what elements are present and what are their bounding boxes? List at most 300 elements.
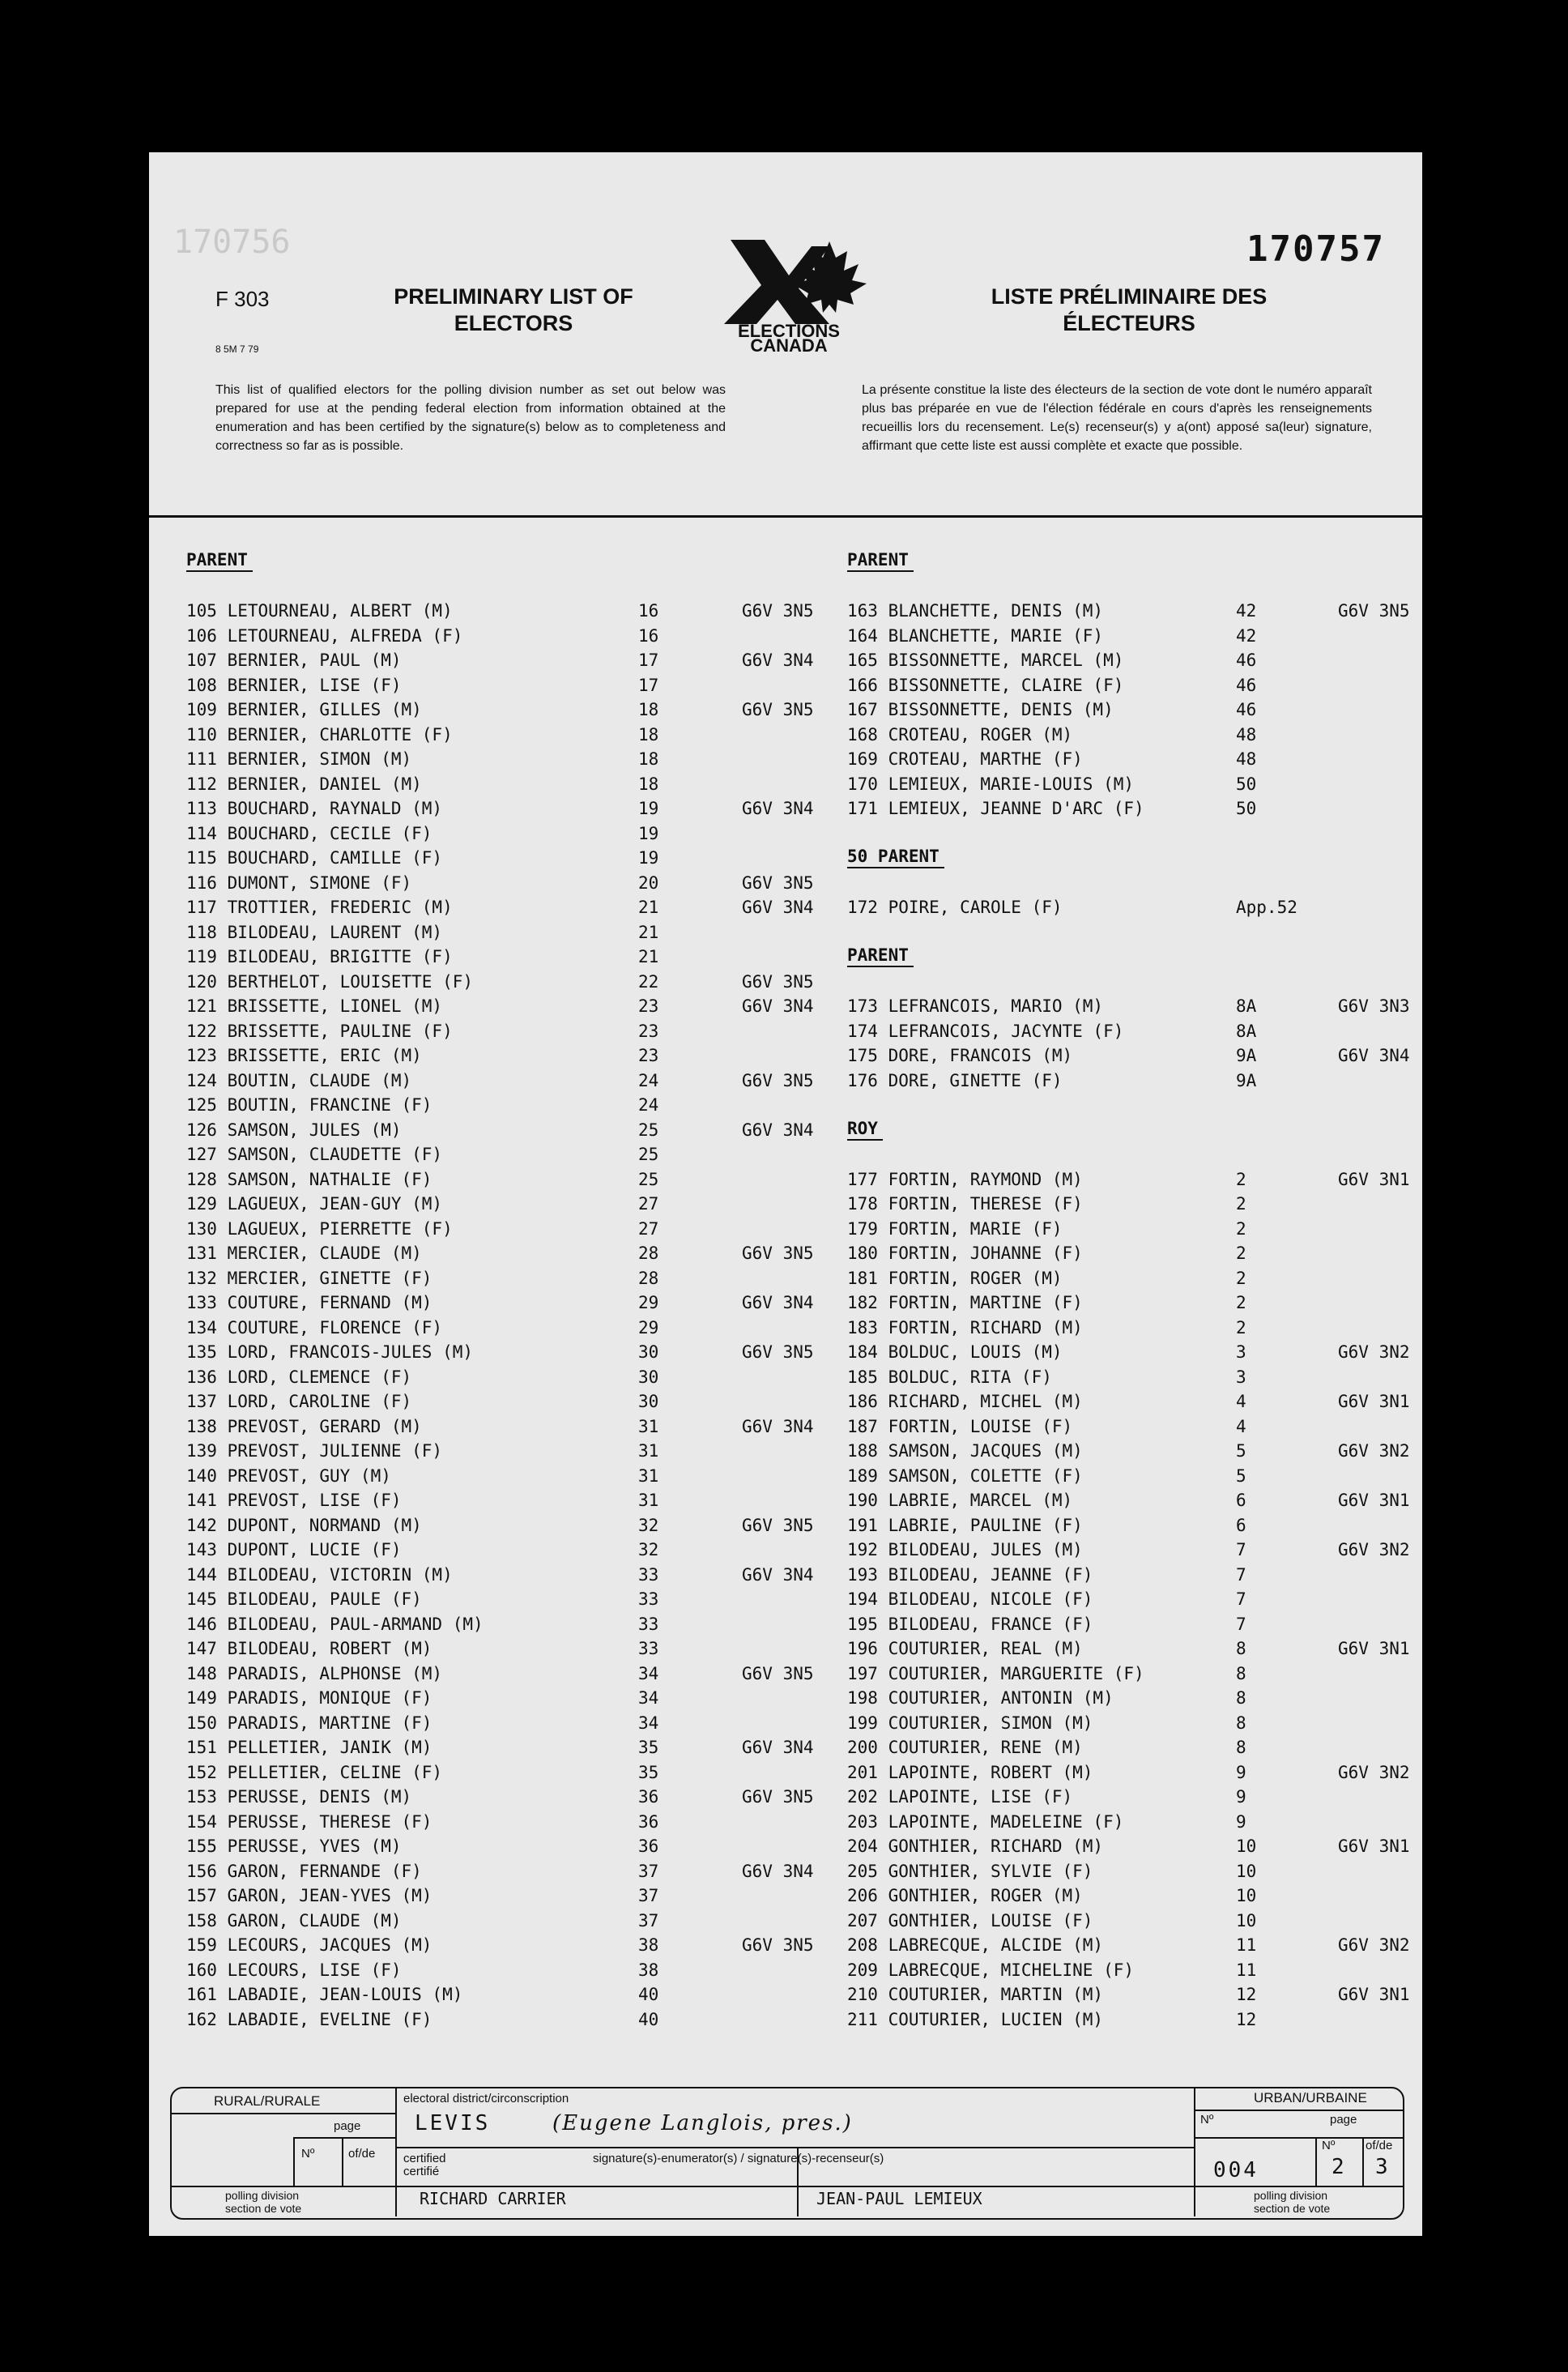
postal-code: G6V 3N4	[742, 1564, 814, 1585]
elector-name: 166 BISSONNETTE, CLAIRE (F)	[847, 675, 1124, 695]
elector-row	[847, 1711, 1414, 1736]
elector-row	[186, 1217, 802, 1242]
elector-row	[847, 1389, 1414, 1414]
civic-number: 23	[638, 1021, 659, 1041]
elector-row	[186, 895, 814, 920]
handwritten-note: (Eugene Langlois, pres.)	[552, 2111, 853, 2135]
elector-name: 145 BILODEAU, PAULE (F)	[186, 1589, 422, 1609]
elector-name: 197 COUTURIER, MARGUERITE (F)	[847, 1663, 1144, 1683]
civic-number: 17	[638, 651, 659, 670]
civic-number: 19	[638, 848, 659, 868]
elector-row	[186, 994, 814, 1019]
postal-code: G6V 3N1	[1338, 1985, 1410, 2004]
elector-row	[186, 1266, 802, 1291]
civic-number: 34	[638, 1688, 659, 1708]
elector-name: 142 DUPONT, NORMAND (M)	[186, 1515, 422, 1535]
divider	[293, 2137, 295, 2186]
civic-number: 30	[638, 1392, 659, 1411]
divider	[395, 2088, 397, 2216]
civic-number: 36	[638, 1811, 659, 1832]
elector-row	[847, 1686, 1414, 1711]
civic-number: 21	[638, 898, 659, 917]
civic-number: 35	[638, 1738, 659, 1757]
elector-name: 160 LECOURS, LISE (F)	[186, 1960, 402, 1980]
civic-number: 9	[1236, 1787, 1246, 1807]
elector-name: 169 CROTEAU, MARTHE (F)	[847, 749, 1083, 769]
postal-code: G6V 3N4	[742, 1120, 814, 1140]
elector-name: 127 SAMSON, CLAUDETTE (F)	[186, 1145, 443, 1164]
elector-row	[847, 1043, 1414, 1069]
street-heading	[847, 846, 1414, 871]
district-label: electoral district/circonscription	[403, 2092, 569, 2105]
civic-number: 8A	[1236, 996, 1257, 1016]
civic-number: 31	[638, 1465, 659, 1486]
divider	[397, 2147, 1194, 2148]
elector-row	[847, 1884, 1414, 1909]
postal-code: G6V 3N4	[742, 1861, 814, 1881]
svg-text:ELECTIONS: ELECTIONS	[738, 321, 840, 341]
street-name: PARENT	[847, 549, 914, 572]
elector-name: 189 SAMSON, COLETTE (F)	[847, 1465, 1083, 1486]
elector-row	[186, 1241, 814, 1266]
elector-row	[186, 1612, 802, 1637]
elector-row	[186, 945, 802, 970]
civic-number: 30	[638, 1342, 659, 1362]
civic-number: 5	[1236, 1441, 1246, 1461]
civic-number: 8	[1236, 1688, 1246, 1708]
civic-number: 34	[638, 1663, 659, 1683]
elector-row	[847, 673, 1414, 698]
civic-number: 9A	[1236, 1070, 1257, 1090]
civic-number: 7	[1236, 1564, 1246, 1585]
civic-number: 9	[1236, 1762, 1246, 1782]
postal-code: G6V 3N5	[742, 1070, 814, 1090]
postal-code: G6V 3N5	[742, 971, 814, 992]
urban-page-of-label: of/de	[1366, 2139, 1393, 2152]
elector-name: 202 LAPOINTE, LISE (F)	[847, 1787, 1073, 1807]
elector-name: 196 COUTURIER, REAL (M)	[847, 1639, 1083, 1658]
civic-number: 27	[638, 1218, 659, 1239]
civic-number: 50	[1236, 774, 1257, 794]
civic-number: 19	[638, 799, 659, 818]
elector-row	[847, 895, 1414, 920]
elector-row	[186, 1439, 802, 1464]
divider	[172, 2113, 395, 2114]
civic-number: 46	[1236, 700, 1257, 719]
elector-row	[847, 648, 1414, 673]
elector-row	[847, 1019, 1414, 1044]
elector-row	[186, 1069, 814, 1094]
civic-number: 28	[638, 1244, 659, 1263]
civic-number: 10	[1236, 1837, 1257, 1856]
elector-row	[186, 1414, 814, 1440]
elector-row	[186, 920, 802, 945]
district-value: LEVIS	[415, 2111, 491, 2135]
elector-row	[847, 1859, 1414, 1884]
elector-row	[847, 1291, 1414, 1316]
elector-row	[186, 1785, 814, 1810]
civic-number: 24	[638, 1070, 659, 1090]
form-print-code: 8 5M 7 79	[215, 343, 259, 355]
elector-name: 203 LAPOINTE, MADELEINE (F)	[847, 1811, 1124, 1832]
elector-name: 112 BERNIER, DANIEL (M)	[186, 774, 422, 794]
elector-name: 187 FORTIN, LOUISE (F)	[847, 1416, 1073, 1436]
elector-name: 208 LABRECQUE, ALCIDE (M)	[847, 1935, 1104, 1955]
elector-row	[186, 1389, 802, 1414]
elector-row	[847, 994, 1414, 1019]
civic-number: 32	[638, 1515, 659, 1535]
civic-number: 38	[638, 1935, 659, 1955]
elector-name: 137 LORD, CAROLINE (F)	[186, 1392, 412, 1411]
elector-name: 121 BRISSETTE, LIONEL (M)	[186, 996, 443, 1016]
postal-code: G6V 3N1	[1338, 1392, 1410, 1411]
postal-code: G6V 3N2	[1338, 1342, 1410, 1362]
street-heading	[186, 549, 802, 574]
elector-name: 128 SAMSON, NATHALIE (F)	[186, 1169, 432, 1189]
civic-number: 35	[638, 1762, 659, 1782]
elector-name: 205 GONTHIER, SYLVIE (F)	[847, 1861, 1093, 1881]
civic-number: 3	[1236, 1342, 1246, 1362]
urban-polling-division-label: polling division	[1254, 2189, 1328, 2202]
civic-number: 18	[638, 749, 659, 769]
civic-number: 17	[638, 675, 659, 695]
elector-name: 173 LEFRANCOIS, MARIO (M)	[847, 996, 1104, 1016]
civic-number: 2	[1236, 1293, 1246, 1312]
civic-number: 34	[638, 1713, 659, 1733]
civic-number: 8	[1236, 1738, 1246, 1757]
elector-row	[186, 599, 814, 624]
civic-number: 31	[638, 1441, 659, 1461]
elector-row	[186, 1563, 814, 1588]
elector-name: 141 PREVOST, LISE (F)	[186, 1491, 402, 1510]
elector-name: 123 BRISSETTE, ERIC (M)	[186, 1046, 422, 1065]
divider	[1195, 2110, 1403, 2111]
street-name: PARENT	[847, 945, 914, 967]
elector-name: 201 LAPOINTE, ROBERT (M)	[847, 1762, 1093, 1782]
elector-row	[186, 1686, 802, 1711]
certified-label: certified	[403, 2152, 446, 2165]
elector-name: 124 BOUTIN, CLAUDE (M)	[186, 1070, 412, 1090]
civic-number: 48	[1236, 724, 1257, 744]
civic-number: 25	[638, 1145, 659, 1164]
civic-number: 22	[638, 971, 659, 992]
postal-code: G6V 3N5	[742, 1244, 814, 1263]
elector-name: 206 GONTHIER, ROGER (M)	[847, 1886, 1083, 1905]
elector-row	[186, 1735, 814, 1760]
intro-text-english: This list of qualified electors for the polling division number as set out below was prepared for use at the pending federal election from information obtained at the enumeration and has been certified by the signature(s) below as to completeness and correctness so far as is possible.	[215, 383, 726, 453]
elector-name: 162 LABADIE, EVELINE (F)	[186, 2009, 432, 2029]
svg-text:CANADA: CANADA	[750, 335, 828, 353]
elector-name: 144 BILODEAU, VICTORIN (M)	[186, 1564, 453, 1585]
postal-code: G6V 3N1	[1338, 1837, 1410, 1856]
civic-number: 29	[638, 1317, 659, 1337]
signature-label: signature(s)-enumerator(s) / signature(s)-recenseur(s)	[593, 2152, 884, 2165]
divider	[1315, 2137, 1317, 2186]
civic-number: 12	[1236, 2009, 1257, 2029]
postal-code: G6V 3N2	[1338, 1540, 1410, 1559]
civic-number: 23	[638, 1046, 659, 1065]
civic-number: 19	[638, 823, 659, 843]
elector-name: 165 BISSONNETTE, MARCEL (M)	[847, 651, 1124, 670]
polling-division-number: 004	[1213, 2158, 1259, 2182]
elector-name: 176 DORE, GINETTE (F)	[847, 1070, 1063, 1090]
urban-section-vote-label: section de vote	[1254, 2202, 1331, 2215]
postal-code: G6V 3N2	[1338, 1441, 1410, 1461]
elector-row	[186, 1464, 802, 1489]
urban-label: URBAN/URBAINE	[1254, 2090, 1367, 2105]
elector-row	[186, 1760, 802, 1785]
urban-page-label: page	[1330, 2113, 1357, 2127]
civic-number: 33	[638, 1614, 659, 1634]
elector-row	[186, 1142, 802, 1167]
elector-row	[186, 1909, 802, 1934]
elector-row	[186, 1167, 802, 1192]
civic-number: 3	[1236, 1367, 1246, 1387]
elector-name: 117 TROTTIER, FREDERIC (M)	[186, 898, 453, 917]
divider	[172, 2186, 1403, 2187]
street-name: PARENT	[186, 549, 253, 572]
civic-number: 25	[638, 1169, 659, 1189]
civic-number: 8	[1236, 1639, 1246, 1658]
civic-number: 18	[638, 774, 659, 794]
elector-name: 180 FORTIN, JOHANNE (F)	[847, 1244, 1083, 1263]
elector-row	[186, 796, 814, 821]
elector-row	[186, 1488, 802, 1513]
civic-number: 10	[1236, 1910, 1257, 1930]
civic-number: 2	[1236, 1244, 1246, 1263]
blank-row	[847, 970, 1414, 995]
elector-name: 194 BILODEAU, NICOLE (F)	[847, 1589, 1093, 1609]
serial-number: 170757	[1246, 228, 1385, 270]
elector-name: 135 LORD, FRANCOIS-JULES (M)	[186, 1342, 474, 1362]
civic-number: 16	[638, 601, 659, 621]
postal-code: G6V 3N5	[742, 700, 814, 719]
civic-number: 33	[638, 1564, 659, 1585]
blank-row	[847, 574, 1414, 599]
civic-number: 37	[638, 1910, 659, 1930]
elector-name: 168 CROTEAU, ROGER (M)	[847, 724, 1073, 744]
civic-number: 10	[1236, 1886, 1257, 1905]
blank-row	[847, 1142, 1414, 1167]
elector-name: 108 BERNIER, LISE (F)	[186, 675, 402, 695]
enumerator-2-signature: JEAN-PAUL LEMIEUX	[816, 2189, 982, 2208]
elector-row	[847, 1735, 1414, 1760]
elector-row	[186, 747, 802, 772]
elector-row	[186, 1316, 802, 1341]
elector-row	[847, 772, 1414, 797]
street-name: ROY	[847, 1118, 883, 1141]
elector-name: 126 SAMSON, JULES (M)	[186, 1120, 402, 1140]
elector-row	[847, 1266, 1414, 1291]
postal-code: G6V 3N1	[1338, 1639, 1410, 1658]
elector-row	[186, 1513, 814, 1538]
civic-number: 11	[1236, 1935, 1257, 1955]
elector-row	[847, 1192, 1414, 1217]
elector-name: 198 COUTURIER, ANTONIN (M)	[847, 1688, 1114, 1708]
elector-name: 157 GARON, JEAN-YVES (M)	[186, 1886, 432, 1905]
postal-code: G6V 3N3	[1338, 996, 1410, 1016]
civic-number: 36	[638, 1837, 659, 1856]
elector-name: 113 BOUCHARD, RAYNALD (M)	[186, 799, 443, 818]
elector-name: 129 LAGUEUX, JEAN-GUY (M)	[186, 1194, 443, 1214]
elector-name: 207 GONTHIER, LOUISE (F)	[847, 1910, 1093, 1930]
elector-row	[186, 821, 802, 847]
postal-code: G6V 3N5	[742, 1663, 814, 1683]
elector-name: 158 GARON, CLAUDE (M)	[186, 1910, 402, 1930]
elector-row	[847, 1834, 1414, 1859]
elector-name: 178 FORTIN, THERESE (F)	[847, 1194, 1083, 1214]
elector-row	[186, 1810, 802, 1835]
elector-row	[186, 673, 802, 698]
elector-row	[186, 1118, 814, 1143]
elector-row	[186, 1933, 814, 1958]
elector-row	[847, 1563, 1414, 1588]
civic-number: 12	[1236, 1985, 1257, 2004]
postal-code: G6V 3N1	[1338, 1491, 1410, 1510]
street-heading	[847, 945, 1414, 970]
polling-division-label: polling division	[225, 2189, 300, 2202]
elector-row	[847, 1365, 1414, 1390]
elector-name: 153 PERUSSE, DENIS (M)	[186, 1787, 412, 1807]
elector-row	[847, 1316, 1414, 1341]
elector-row	[186, 1859, 814, 1884]
elector-row	[186, 1291, 814, 1316]
civic-number: 24	[638, 1095, 659, 1115]
elector-row	[186, 2007, 802, 2033]
elector-row	[847, 1760, 1414, 1785]
elector-row	[186, 1958, 802, 1983]
elector-name: 155 PERUSSE, YVES (M)	[186, 1837, 402, 1856]
elector-name: 116 DUMONT, SIMONE (F)	[186, 872, 412, 893]
civic-number: 27	[638, 1194, 659, 1214]
elector-row	[186, 1982, 802, 2007]
elector-row	[847, 1167, 1414, 1192]
civic-number: 10	[1236, 1861, 1257, 1881]
civic-number: 7	[1236, 1614, 1246, 1634]
elector-row	[847, 747, 1414, 772]
elector-row	[847, 1340, 1414, 1365]
civic-number: 37	[638, 1886, 659, 1905]
page-label: page	[334, 2119, 361, 2133]
elector-name: 119 BILODEAU, BRIGITTE (F)	[186, 947, 453, 966]
elector-name: 175 DORE, FRANCOIS (M)	[847, 1046, 1073, 1065]
elector-row	[186, 1884, 802, 1909]
civic-number: 32	[638, 1540, 659, 1559]
elector-name: 139 PREVOST, JULIENNE (F)	[186, 1441, 443, 1461]
elector-row	[847, 1538, 1414, 1563]
civic-number: 4	[1236, 1416, 1246, 1436]
elector-row	[847, 2007, 1414, 2033]
blank-row	[847, 1093, 1414, 1118]
civic-number: 29	[638, 1293, 659, 1312]
civic-number: 8	[1236, 1663, 1246, 1683]
elector-name: 138 PREVOST, GERARD (M)	[186, 1416, 422, 1436]
civic-number: 28	[638, 1268, 659, 1288]
elector-name: 120 BERTHELOT, LOUISETTE (F)	[186, 971, 474, 992]
elector-name: 140 PREVOST, GUY (M)	[186, 1465, 391, 1486]
elector-name: 151 PELLETIER, JANIK (M)	[186, 1738, 432, 1757]
elector-row	[847, 1612, 1414, 1637]
elector-name: 132 MERCIER, GINETTE (F)	[186, 1268, 432, 1288]
civic-number: 50	[1236, 799, 1257, 818]
postal-code: G6V 3N4	[1338, 1046, 1410, 1065]
civic-number: 8	[1236, 1713, 1246, 1733]
elector-row	[847, 1414, 1414, 1440]
postal-code: G6V 3N5	[742, 1515, 814, 1535]
elector-name: 146 BILODEAU, PAUL-ARMAND (M)	[186, 1614, 484, 1634]
civic-number: 31	[638, 1416, 659, 1436]
civic-number: 33	[638, 1639, 659, 1658]
elector-row	[847, 1933, 1414, 1958]
elector-name: 185 BOLDUC, RITA (F)	[847, 1367, 1052, 1387]
enumerator-1-signature: RICHARD CARRIER	[420, 2189, 566, 2208]
elector-row	[847, 1785, 1414, 1810]
elector-row	[847, 599, 1414, 624]
page-number: 2	[1332, 2155, 1347, 2179]
civic-number: 40	[638, 1985, 659, 2004]
elector-name: 172 POIRE, CAROLE (F)	[847, 898, 1063, 917]
blank-row	[847, 871, 1414, 896]
elector-row	[847, 1636, 1414, 1662]
civic-number: 31	[638, 1491, 659, 1510]
elector-name: 211 COUTURIER, LUCIEN (M)	[847, 2009, 1104, 2029]
elector-name: 130 LAGUEUX, PIERRETTE (F)	[186, 1218, 453, 1239]
postal-code: G6V 3N4	[742, 651, 814, 670]
elector-row	[847, 624, 1414, 649]
elector-name: 136 LORD, CLEMENCE (F)	[186, 1367, 412, 1387]
elector-row	[186, 1538, 802, 1563]
elector-row	[847, 1241, 1414, 1266]
elector-row	[847, 796, 1414, 821]
form-number: F 303	[215, 287, 270, 311]
electors-column-left	[186, 549, 814, 2032]
header-divider	[149, 515, 1422, 518]
postal-code: G6V 3N5	[1338, 601, 1410, 621]
street-heading	[847, 1118, 1414, 1143]
elector-row	[847, 1982, 1414, 2007]
elector-name: 147 BILODEAU, ROBERT (M)	[186, 1639, 432, 1658]
elector-name: 184 BOLDUC, LOUIS (M)	[847, 1342, 1063, 1362]
blank-row	[186, 574, 802, 599]
elector-name: 148 PARADIS, ALPHONSE (M)	[186, 1663, 443, 1683]
elector-name: 163 BLANCHETTE, DENIS (M)	[847, 601, 1104, 621]
civic-number: 36	[638, 1787, 659, 1807]
elector-row	[186, 698, 814, 723]
elector-name: 115 BOUCHARD, CAMILLE (F)	[186, 848, 443, 868]
civic-number: 18	[638, 724, 659, 744]
civic-number: 4	[1236, 1392, 1246, 1411]
civic-number: 2	[1236, 1194, 1246, 1214]
civic-number: 21	[638, 947, 659, 966]
civic-number: 42	[1236, 625, 1257, 646]
rural-label: RURAL/RURALE	[214, 2093, 321, 2109]
elector-name: 161 LABADIE, JEAN-LOUIS (M)	[186, 1985, 463, 2004]
elector-row	[186, 1711, 802, 1736]
elector-row	[186, 1043, 802, 1069]
civic-number: 30	[638, 1367, 659, 1387]
serial-number-ghost: 170756	[173, 224, 291, 261]
street-heading	[847, 549, 1414, 574]
elector-name: 193 BILODEAU, JEANNE (F)	[847, 1564, 1093, 1585]
elector-name: 210 COUTURIER, MARTIN (M)	[847, 1985, 1104, 2004]
elector-name: 181 FORTIN, ROGER (M)	[847, 1268, 1063, 1288]
elector-row	[186, 648, 814, 673]
electors-column-right	[847, 549, 1414, 2032]
elector-name: 204 GONTHIER, RICHARD (M)	[847, 1837, 1104, 1856]
elector-name: 107 BERNIER, PAUL (M)	[186, 651, 402, 670]
civic-number: 42	[1236, 601, 1257, 621]
elector-name: 133 COUTURE, FERNAND (M)	[186, 1293, 432, 1312]
